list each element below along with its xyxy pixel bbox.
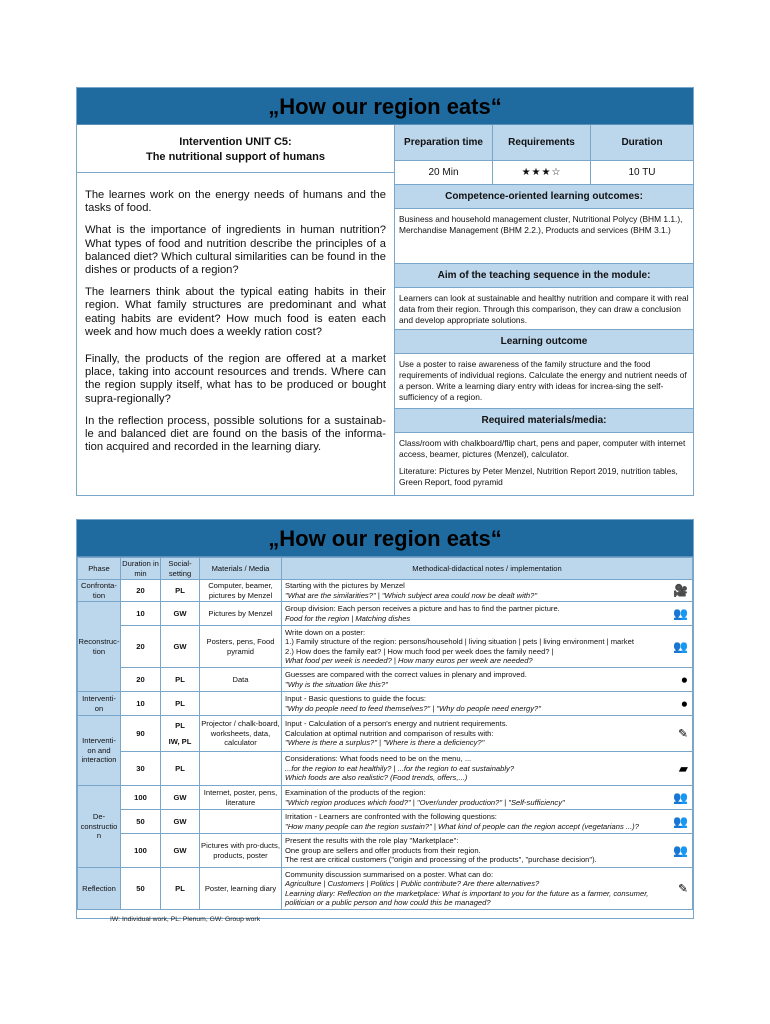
materials-cell: Pictures with pro-ducts, products, poster (200, 834, 282, 868)
duration-cell: 20 (121, 668, 161, 692)
note-line: Agriculture | Customers | Politics | Public contribute? Are there alternatives? (285, 879, 540, 889)
head-icon: ● (680, 695, 688, 710)
notes-cell (282, 668, 693, 692)
social-cell: GW (161, 626, 200, 668)
notes-cell (282, 786, 693, 810)
requirements-stars: ★★★☆ (493, 161, 591, 184)
outcome-title: Learning outcome (395, 330, 693, 354)
table-row (78, 580, 693, 602)
col-duration: Duration in min (122, 559, 159, 578)
social-value: PL (175, 721, 185, 731)
note-line: 2.) How does the family eat? | How much food per week does the family need? | (285, 646, 554, 656)
note-line: Present the results with the role play "Marketplace": (285, 836, 459, 846)
social-cell: GW (161, 602, 200, 626)
note-line: "Why do people need to feed themselves?" | "Why do people need energy?" (285, 703, 541, 713)
note-line: Input - Basic questions to guide the focus: (285, 694, 426, 704)
group-icon: 👥 (673, 842, 688, 857)
unit-heading (77, 133, 394, 173)
card1-banner: „How our region eats“ (77, 88, 693, 125)
lesson-plan-card (76, 519, 694, 919)
note-line: Write down on a poster: (285, 627, 366, 637)
social-cell: PL (161, 668, 200, 692)
notes-cell (282, 752, 693, 786)
table-row (78, 810, 693, 834)
materials-cell: Pictures by Menzel (200, 602, 282, 626)
duration-cell: 10 (121, 692, 161, 716)
col-notes: Methodical-didactical notes / implementation (282, 558, 693, 580)
table-row (78, 868, 693, 910)
note-line: Which foods are also realistic? (Food trends, offers,...) (285, 773, 468, 783)
phase-cell: De-constructio n (78, 786, 121, 868)
note-line: Community discussion summarised on a poster. What can do: (285, 869, 494, 879)
note-line: "Which region produces which food?" | "Over/under production?" | "Self-sufficiency" (285, 797, 565, 807)
materials-cell (200, 692, 282, 716)
duration-cell: 90 (121, 716, 161, 752)
materials-cell: Data (200, 668, 282, 692)
info-value-row (395, 161, 693, 185)
paragraph: What is the importance of ingredients in human nutrition? What types of food and nutrition describe the principles of a balanced diet? Which cultural similarities can be found in the dishes or products of a region? (85, 224, 386, 277)
pencil-icon: ✎ (677, 880, 688, 895)
table-row (78, 786, 693, 810)
materials-cell (200, 810, 282, 834)
duration-cell: 100 (121, 786, 161, 810)
social-cell: PL (161, 580, 200, 602)
note-line: "Why is the situation like this?" (285, 679, 388, 689)
duration-header: Duration (591, 125, 693, 160)
camera-icon: 🎥 (673, 582, 688, 597)
note-line: ...for the region to eat healthily? | ...for the region to eat sustainably? (285, 763, 515, 773)
col-phase: Phase (78, 558, 121, 580)
note-line: What food per week is needed? | How many euros per week are needed? (285, 655, 533, 665)
duration-cell: 10 (121, 602, 161, 626)
note-line: Calculation at optimal nutrition and comparison of results with: (285, 728, 494, 738)
literature-list: Literature: Pictures by Peter Menzel, Nutrition Report 2019, nutrition tables, Green Report, food pyramid (399, 466, 678, 487)
note-line: Irritation - Learners are confronted with the following questions: (285, 812, 497, 822)
table-row (78, 834, 693, 868)
col-materials: Materials / Media (200, 558, 282, 580)
table-row (78, 692, 693, 716)
materials-cell: Posters, pens, Food pyramid (200, 626, 282, 668)
outcome-text: Use a poster to raise awareness of the family structure and the food requirements of individual regions. Calculate the energy and nutrient needs of a person. Write a learning diary entry with ideas for increa-sing the self-sufficiency of a region. (395, 354, 693, 409)
group-icon: 👥 (673, 789, 688, 804)
notes-cell (282, 716, 693, 752)
table-row (78, 752, 693, 786)
aim-text: Learners can look at sustainable and healthy nutrition and compare it with real data from their region. Through this comparison, they can draw a conclusion and develop appropriate solutions. (395, 288, 693, 330)
unit-details (394, 125, 693, 495)
social-cell: PL (161, 868, 200, 910)
materials-cell: Internet, poster, pens, literature (200, 786, 282, 810)
materials-cell: Computer, beamer, pictures by Menzel (200, 580, 282, 602)
table-header-row (78, 558, 693, 580)
note-line: Food for the region | Matching dishes (285, 613, 411, 623)
social-cell: GW (161, 810, 200, 834)
notes-cell (282, 868, 693, 910)
note-line: Input - Calculation of a person's energy and nutrient requirements. (285, 719, 508, 729)
paragraph: In the reflection process, possible solutions for a sustainab-le and balanced diet are found on the basis of the informa-tion acquired and recorded in the learning diary. (85, 414, 386, 454)
competence-title: Competence-oriented learning outcomes: (395, 185, 693, 209)
note-line: Guesses are compared with the correct values in plenary and improved. (285, 670, 527, 680)
social-cell: GW (161, 834, 200, 868)
duration-cell: 20 (121, 580, 161, 602)
unit-title: Intervention UNIT C5: (179, 136, 292, 148)
unit-description (77, 125, 394, 495)
prep-header: Preparation time (395, 125, 493, 160)
duration-cell: 100 (121, 834, 161, 868)
materials-list: Class/room with chalkboard/flip chart, pens and paper, computer with internet access, beamer, pictures (Menzel), calculator. (399, 438, 686, 459)
unit-overview-card (76, 87, 694, 496)
note-line: "How many people can the region sustain?" | What kind of people can the region accept (vegetarians ...)? (285, 821, 639, 831)
notes-cell (282, 626, 693, 668)
info-header-row (395, 125, 693, 161)
note-line: "Where is there a surplus?" | "Where is there a deficiency?" (285, 738, 485, 748)
materials-cell: Poster, learning diary (200, 868, 282, 910)
note-line: 1.) Family structure of the region: persons/household | living situation | pets | living environment | market (285, 637, 634, 647)
notes-cell (282, 692, 693, 716)
group-icon: 👥 (673, 605, 688, 620)
table-footnote: IW: Individual work, PL: Plenum, GW: Group work (110, 916, 261, 923)
col-social: Social-setting (161, 558, 200, 580)
table-row (78, 626, 693, 668)
note-line: "What are the similarities?" | "Which subject area could now be dealt with?" (285, 590, 538, 600)
paragraph: The learnes work on the energy needs of humans and the tasks of food. (85, 189, 386, 215)
materials-cell: Projector / chalk-board, worksheets, data, calculator (200, 716, 282, 752)
note-line: One group are sellers and offer products from their region. (285, 845, 481, 855)
materials-cell (200, 752, 282, 786)
competence-text: Business and household management cluster, Nutritional Polycy (BHM 1.1.), Merchandise Management (BHM 2.2.), Products and services (BHM 3.1.) (395, 209, 693, 264)
paragraph: Finally, the products of the region are offered at a market place, taking into account resources and trends. Where can the region supply itself, what has to be produced or bought supra-regionally? (85, 353, 386, 405)
duration-cell: 30 (121, 752, 161, 786)
prep-value: 20 Min (395, 161, 493, 184)
notes-cell (282, 810, 693, 834)
materials-title: Required materials/media: (395, 409, 693, 433)
phase-cell: Reflection (78, 868, 121, 910)
note-line: Learning diary: Reflection on the marketplace: What is important to you for the future as a farmer, consumer, politician or a public person and how could this be managed? (285, 888, 649, 907)
table-row (78, 716, 693, 752)
lesson-plan-table (77, 557, 693, 910)
notes-cell (282, 834, 693, 868)
table-row (78, 668, 693, 692)
phase-cell: Interventi-on and interaction (78, 716, 121, 786)
group-icon: 👥 (673, 813, 688, 828)
social-cell: PL (161, 692, 200, 716)
duration-value: 10 TU (628, 167, 656, 178)
duration-cell: 50 (121, 868, 161, 910)
note-line: Considerations: What foods need to be on the menu, ... (285, 754, 472, 764)
note-line: Examination of the products of the region: (285, 788, 426, 798)
social-cell: GW (161, 786, 200, 810)
note-line: The rest are critical customers ("origin and processing of the products", "purchase decision"). (285, 855, 597, 865)
social-value: IW, PL (168, 736, 192, 746)
notes-cell (282, 602, 693, 626)
pencil-icon: ✎ (677, 725, 688, 740)
phase-cell: Interventi-on (78, 692, 121, 716)
card2-banner: „How our region eats“ (77, 520, 693, 557)
group-icon: 👥 (673, 638, 688, 653)
materials-text (395, 433, 693, 493)
req-header: Requirements (493, 125, 591, 160)
aim-title: Aim of the teaching sequence in the module: (395, 264, 693, 288)
phase-cell: Reconstruc-tion (78, 602, 121, 692)
duration-cell: 50 (121, 810, 161, 834)
duration-cell: 20 (121, 626, 161, 668)
note-line: Group division: Each person receives a picture and has to find the partner picture. (285, 604, 560, 614)
social-cell (161, 716, 200, 752)
unit-subtitle: The nutritional support of humans (145, 151, 326, 163)
handshake-icon: ▰ (678, 760, 688, 775)
notes-cell (282, 580, 693, 602)
note-line: Starting with the pictures by Menzel (285, 581, 405, 591)
table-row (78, 602, 693, 626)
head-icon: ● (680, 671, 688, 686)
phase-cell: Confronta-tion (78, 580, 121, 602)
paragraph: The learners think about the typical eating habits in their region. What family structures are predominant and what eating habits are evident? How much food is eaten each week and how much does a weekly ration cost? (85, 286, 386, 338)
social-cell: PL (161, 752, 200, 786)
